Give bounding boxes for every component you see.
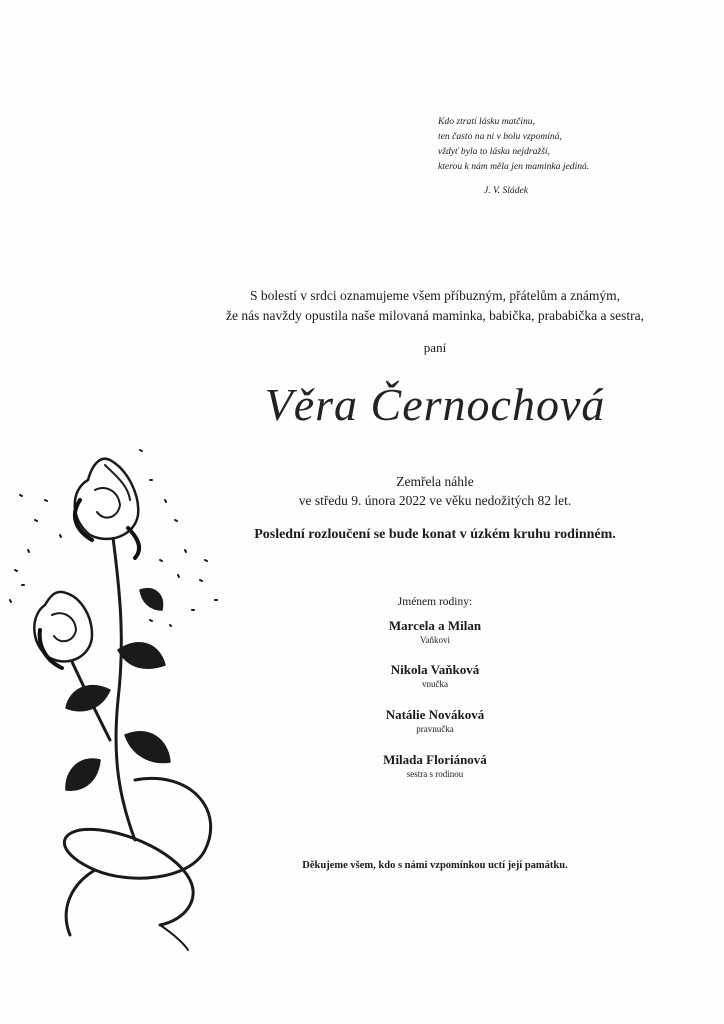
poem-quote — [438, 114, 698, 198]
family-member — [195, 707, 675, 734]
honorific: paní — [423, 340, 447, 355]
death-info — [195, 472, 675, 510]
family-member — [195, 662, 675, 689]
family-member — [195, 752, 675, 779]
poem-line: vždyť byla to láska nejdražší, — [438, 146, 550, 157]
death-line-1: Zemřela náhle — [396, 474, 474, 489]
member-name: Nikola Vaňková — [390, 662, 480, 677]
member-relation: pravnučka — [416, 724, 454, 734]
intro-line-2: že nás navždy opustila naše milovaná maminka, babička, prababička a sestra, — [226, 308, 644, 323]
member-name: Natálie Nováková — [385, 707, 485, 722]
death-line-2: ve středu 9. února 2022 ve věku nedožitých 82 let. — [298, 493, 572, 508]
rose-bouquet-icon — [0, 440, 235, 960]
poem-line: Kdo ztratí lásku matčinu, — [438, 116, 536, 127]
member-relation: sestra s rodinou — [406, 769, 464, 779]
member-name: Marcela a Milan — [388, 618, 482, 633]
family-member — [195, 618, 675, 645]
deceased-name: Věra Černochová — [264, 379, 606, 430]
announcement-intro — [195, 286, 675, 326]
member-relation: Vaňkovi — [420, 635, 450, 645]
member-name: Milada Floriánová — [383, 752, 487, 767]
intro-line-1: S bolestí v srdci oznamujeme všem příbuzným, přátelům a známým, — [249, 288, 621, 303]
thanks-note: Děkujeme všem, kdo s námi vzpomínkou uctí její památku. — [302, 860, 568, 871]
poem-author: J. V. Sládek — [484, 185, 529, 196]
member-relation: vnučka — [422, 679, 448, 689]
poem-line: ten často na ni v bolu vzpomíná, — [438, 131, 562, 142]
family-heading: Jménem rodiny: — [397, 596, 473, 608]
farewell-notice: Poslední rozloučení se bude konat v úzkém kruhu rodinném. — [254, 527, 616, 542]
poem-line: kterou k nám měla jen maminka jediná. — [438, 161, 590, 172]
